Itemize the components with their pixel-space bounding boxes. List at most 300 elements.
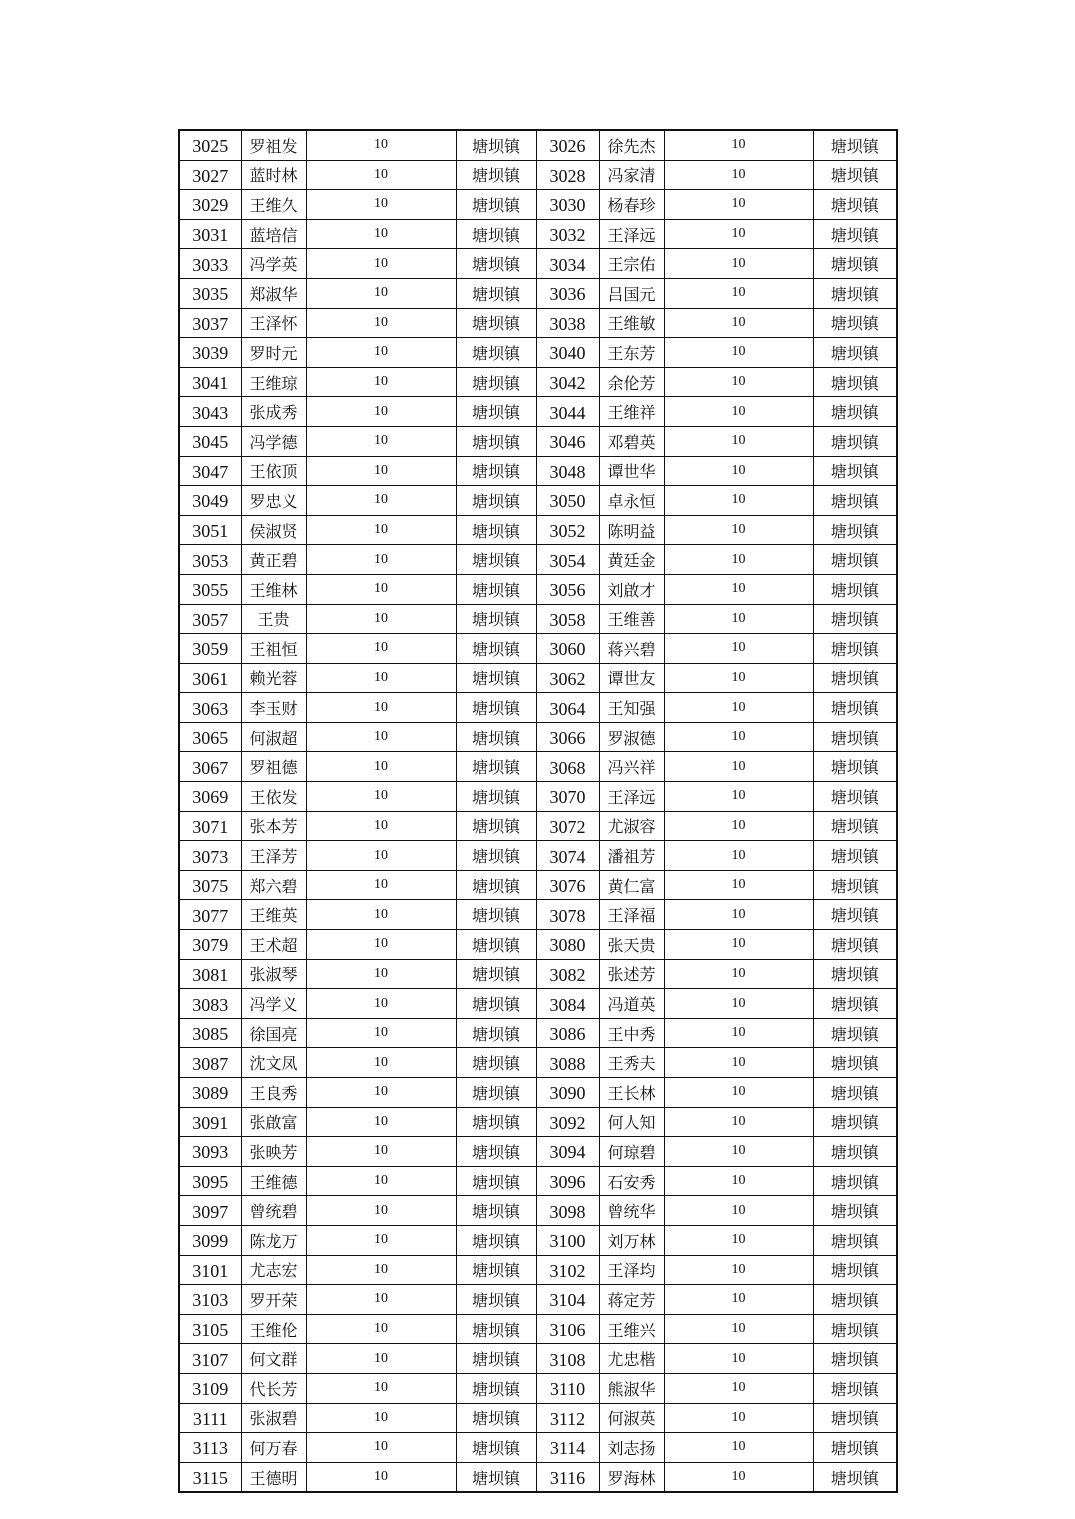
person-name-cell: 何人知 <box>599 1107 664 1137</box>
table-row <box>179 1403 897 1433</box>
record-id-cell: 3044 <box>536 397 599 427</box>
person-name-cell: 刘万林 <box>599 1225 664 1255</box>
town-cell: 塘坝镇 <box>813 338 897 368</box>
record-id-cell: 3065 <box>179 722 241 752</box>
table-row <box>179 1048 897 1078</box>
amount-cell: 10 <box>664 752 813 782</box>
town-cell: 塘坝镇 <box>456 752 536 782</box>
person-name-cell: 何淑超 <box>241 722 306 752</box>
town-cell: 塘坝镇 <box>813 1225 897 1255</box>
town-cell: 塘坝镇 <box>456 545 536 575</box>
table-row <box>179 130 897 160</box>
record-id-cell: 3082 <box>536 959 599 989</box>
person-name-cell: 王泽远 <box>599 219 664 249</box>
table-row <box>179 486 897 516</box>
person-name-cell: 赖光蓉 <box>241 663 306 693</box>
town-cell: 塘坝镇 <box>456 1018 536 1048</box>
record-id-cell: 3039 <box>179 338 241 368</box>
person-name-cell: 杨春珍 <box>599 190 664 220</box>
amount-cell: 10 <box>664 959 813 989</box>
record-id-cell: 3102 <box>536 1255 599 1285</box>
town-cell: 塘坝镇 <box>813 989 897 1019</box>
table-row <box>179 1462 897 1492</box>
amount-cell: 10 <box>664 1285 813 1315</box>
record-id-cell: 3084 <box>536 989 599 1019</box>
person-name-cell: 王维祥 <box>599 397 664 427</box>
record-id-cell: 3054 <box>536 545 599 575</box>
town-cell: 塘坝镇 <box>456 397 536 427</box>
town-cell: 塘坝镇 <box>456 693 536 723</box>
record-id-cell: 3052 <box>536 515 599 545</box>
person-name-cell: 张啟富 <box>241 1107 306 1137</box>
amount-cell: 10 <box>664 900 813 930</box>
person-name-cell: 黄正碧 <box>241 545 306 575</box>
person-name-cell: 王泽怀 <box>241 308 306 338</box>
amount-cell: 10 <box>664 1462 813 1492</box>
town-cell: 塘坝镇 <box>813 426 897 456</box>
town-cell: 塘坝镇 <box>456 989 536 1019</box>
amount-cell: 10 <box>664 545 813 575</box>
person-name-cell: 沈文凤 <box>241 1048 306 1078</box>
amount-cell: 10 <box>664 515 813 545</box>
table-row <box>179 959 897 989</box>
table-row <box>179 160 897 190</box>
town-cell: 塘坝镇 <box>813 1344 897 1374</box>
record-id-cell: 3034 <box>536 249 599 279</box>
town-cell: 塘坝镇 <box>456 1433 536 1463</box>
record-id-cell: 3041 <box>179 367 241 397</box>
town-cell: 塘坝镇 <box>456 249 536 279</box>
record-id-cell: 3099 <box>179 1225 241 1255</box>
amount-cell: 10 <box>306 515 456 545</box>
amount-cell: 10 <box>306 1403 456 1433</box>
person-name-cell: 王东芳 <box>599 338 664 368</box>
amount-cell: 10 <box>306 959 456 989</box>
amount-cell: 10 <box>664 1225 813 1255</box>
record-id-cell: 3068 <box>536 752 599 782</box>
person-name-cell: 王维久 <box>241 190 306 220</box>
amount-cell: 10 <box>306 1344 456 1374</box>
person-name-cell: 余伦芳 <box>599 367 664 397</box>
table-row <box>179 989 897 1019</box>
town-cell: 塘坝镇 <box>813 1314 897 1344</box>
person-name-cell: 何琼碧 <box>599 1137 664 1167</box>
person-name-cell: 王术超 <box>241 930 306 960</box>
town-cell: 塘坝镇 <box>456 338 536 368</box>
amount-cell: 10 <box>306 811 456 841</box>
record-id-cell: 3095 <box>179 1166 241 1196</box>
town-cell: 塘坝镇 <box>813 367 897 397</box>
person-name-cell: 王泽福 <box>599 900 664 930</box>
town-cell: 塘坝镇 <box>456 456 536 486</box>
person-name-cell: 郑六碧 <box>241 870 306 900</box>
town-cell: 塘坝镇 <box>456 515 536 545</box>
person-name-cell: 尤志宏 <box>241 1255 306 1285</box>
town-cell: 塘坝镇 <box>456 722 536 752</box>
person-name-cell: 张述芳 <box>599 959 664 989</box>
town-cell: 塘坝镇 <box>813 930 897 960</box>
person-name-cell: 王良秀 <box>241 1078 306 1108</box>
town-cell: 塘坝镇 <box>456 1196 536 1226</box>
town-cell: 塘坝镇 <box>456 900 536 930</box>
amount-cell: 10 <box>664 219 813 249</box>
town-cell: 塘坝镇 <box>813 545 897 575</box>
amount-cell: 10 <box>306 1018 456 1048</box>
table-row <box>179 663 897 693</box>
amount-cell: 10 <box>306 190 456 220</box>
town-cell: 塘坝镇 <box>456 1225 536 1255</box>
amount-cell: 10 <box>306 456 456 486</box>
record-id-cell: 3076 <box>536 870 599 900</box>
town-cell: 塘坝镇 <box>813 1166 897 1196</box>
town-cell: 塘坝镇 <box>456 870 536 900</box>
person-name-cell: 刘啟才 <box>599 574 664 604</box>
record-id-cell: 3092 <box>536 1107 599 1137</box>
person-name-cell: 罗海林 <box>599 1462 664 1492</box>
record-id-cell: 3045 <box>179 426 241 456</box>
record-id-cell: 3059 <box>179 634 241 664</box>
amount-cell: 10 <box>664 782 813 812</box>
record-id-cell: 3067 <box>179 752 241 782</box>
person-name-cell: 熊淑华 <box>599 1373 664 1403</box>
record-id-cell: 3026 <box>536 130 599 160</box>
town-cell: 塘坝镇 <box>813 160 897 190</box>
person-name-cell: 张天贵 <box>599 930 664 960</box>
town-cell: 塘坝镇 <box>456 1107 536 1137</box>
amount-cell: 10 <box>664 1078 813 1108</box>
record-id-cell: 3069 <box>179 782 241 812</box>
person-name-cell: 黄仁富 <box>599 870 664 900</box>
amount-cell: 10 <box>664 634 813 664</box>
town-cell: 塘坝镇 <box>813 1403 897 1433</box>
record-id-cell: 3066 <box>536 722 599 752</box>
record-id-cell: 3075 <box>179 870 241 900</box>
record-id-cell: 3077 <box>179 900 241 930</box>
amount-cell: 10 <box>306 1225 456 1255</box>
record-id-cell: 3056 <box>536 574 599 604</box>
person-name-cell: 冯道英 <box>599 989 664 1019</box>
amount-cell: 10 <box>664 1137 813 1167</box>
town-cell: 塘坝镇 <box>813 278 897 308</box>
amount-cell: 10 <box>306 1196 456 1226</box>
amount-cell: 10 <box>306 1078 456 1108</box>
person-name-cell: 罗时元 <box>241 338 306 368</box>
amount-cell: 10 <box>664 1433 813 1463</box>
amount-cell: 10 <box>306 841 456 871</box>
person-name-cell: 郑淑华 <box>241 278 306 308</box>
amount-cell: 10 <box>306 249 456 279</box>
amount-cell: 10 <box>664 1255 813 1285</box>
record-id-cell: 3072 <box>536 811 599 841</box>
table-row <box>179 900 897 930</box>
town-cell: 塘坝镇 <box>813 900 897 930</box>
amount-cell: 10 <box>306 930 456 960</box>
person-name-cell: 王宗佑 <box>599 249 664 279</box>
person-name-cell: 蓝培信 <box>241 219 306 249</box>
town-cell: 塘坝镇 <box>813 634 897 664</box>
person-name-cell: 王中秀 <box>599 1018 664 1048</box>
amount-cell: 10 <box>664 308 813 338</box>
amount-cell: 10 <box>664 486 813 516</box>
town-cell: 塘坝镇 <box>813 782 897 812</box>
table-row <box>179 367 897 397</box>
amount-cell: 10 <box>664 397 813 427</box>
table-row <box>179 456 897 486</box>
amount-cell: 10 <box>664 870 813 900</box>
amount-cell: 10 <box>664 456 813 486</box>
person-name-cell: 罗祖德 <box>241 752 306 782</box>
town-cell: 塘坝镇 <box>813 870 897 900</box>
record-id-cell: 3097 <box>179 1196 241 1226</box>
amount-cell: 10 <box>306 634 456 664</box>
person-name-cell: 王知强 <box>599 693 664 723</box>
amount-cell: 10 <box>306 900 456 930</box>
record-id-cell: 3104 <box>536 1285 599 1315</box>
table-row <box>179 604 897 634</box>
town-cell: 塘坝镇 <box>813 190 897 220</box>
town-cell: 塘坝镇 <box>456 811 536 841</box>
roster-table-body <box>179 130 897 1492</box>
record-id-cell: 3088 <box>536 1048 599 1078</box>
amount-cell: 10 <box>306 782 456 812</box>
town-cell: 塘坝镇 <box>813 1255 897 1285</box>
amount-cell: 10 <box>306 486 456 516</box>
amount-cell: 10 <box>664 190 813 220</box>
town-cell: 塘坝镇 <box>813 752 897 782</box>
table-row <box>179 338 897 368</box>
record-id-cell: 3096 <box>536 1166 599 1196</box>
town-cell: 塘坝镇 <box>813 130 897 160</box>
record-id-cell: 3090 <box>536 1078 599 1108</box>
record-id-cell: 3062 <box>536 663 599 693</box>
record-id-cell: 3071 <box>179 811 241 841</box>
amount-cell: 10 <box>664 1373 813 1403</box>
town-cell: 塘坝镇 <box>813 1196 897 1226</box>
town-cell: 塘坝镇 <box>456 604 536 634</box>
person-name-cell: 王维林 <box>241 574 306 604</box>
person-name-cell: 王维英 <box>241 900 306 930</box>
town-cell: 塘坝镇 <box>456 426 536 456</box>
person-name-cell: 冯家清 <box>599 160 664 190</box>
person-name-cell: 李玉财 <box>241 693 306 723</box>
town-cell: 塘坝镇 <box>456 1314 536 1344</box>
amount-cell: 10 <box>306 278 456 308</box>
town-cell: 塘坝镇 <box>813 693 897 723</box>
person-name-cell: 张淑琴 <box>241 959 306 989</box>
table-row <box>179 693 897 723</box>
town-cell: 塘坝镇 <box>813 1018 897 1048</box>
table-row <box>179 308 897 338</box>
amount-cell: 10 <box>664 989 813 1019</box>
table-row <box>179 870 897 900</box>
table-row <box>179 278 897 308</box>
record-id-cell: 3058 <box>536 604 599 634</box>
table-row <box>179 752 897 782</box>
person-name-cell: 吕国元 <box>599 278 664 308</box>
record-id-cell: 3038 <box>536 308 599 338</box>
town-cell: 塘坝镇 <box>456 1255 536 1285</box>
amount-cell: 10 <box>664 1314 813 1344</box>
amount-cell: 10 <box>664 1018 813 1048</box>
record-id-cell: 3113 <box>179 1433 241 1463</box>
record-id-cell: 3083 <box>179 989 241 1019</box>
amount-cell: 10 <box>306 722 456 752</box>
person-name-cell: 王维伦 <box>241 1314 306 1344</box>
town-cell: 塘坝镇 <box>456 308 536 338</box>
person-name-cell: 侯淑贤 <box>241 515 306 545</box>
person-name-cell: 王长林 <box>599 1078 664 1108</box>
record-id-cell: 3087 <box>179 1048 241 1078</box>
amount-cell: 10 <box>306 338 456 368</box>
record-id-cell: 3100 <box>536 1225 599 1255</box>
town-cell: 塘坝镇 <box>813 249 897 279</box>
person-name-cell: 王泽芳 <box>241 841 306 871</box>
record-id-cell: 3107 <box>179 1344 241 1374</box>
record-id-cell: 3111 <box>179 1403 241 1433</box>
amount-cell: 10 <box>664 722 813 752</box>
person-name-cell: 冯学德 <box>241 426 306 456</box>
table-row <box>179 574 897 604</box>
person-name-cell: 王维善 <box>599 604 664 634</box>
town-cell: 塘坝镇 <box>813 604 897 634</box>
record-id-cell: 3080 <box>536 930 599 960</box>
person-name-cell: 张映芳 <box>241 1137 306 1167</box>
amount-cell: 10 <box>664 693 813 723</box>
person-name-cell: 代长芳 <box>241 1373 306 1403</box>
person-name-cell: 蒋兴碧 <box>599 634 664 664</box>
record-id-cell: 3081 <box>179 959 241 989</box>
town-cell: 塘坝镇 <box>456 1137 536 1167</box>
amount-cell: 10 <box>306 367 456 397</box>
amount-cell: 10 <box>664 811 813 841</box>
record-id-cell: 3079 <box>179 930 241 960</box>
person-name-cell: 王贵 <box>241 604 306 634</box>
table-row <box>179 1344 897 1374</box>
record-id-cell: 3043 <box>179 397 241 427</box>
person-name-cell: 王依发 <box>241 782 306 812</box>
town-cell: 塘坝镇 <box>813 1078 897 1108</box>
town-cell: 塘坝镇 <box>813 397 897 427</box>
person-name-cell: 黄廷金 <box>599 545 664 575</box>
town-cell: 塘坝镇 <box>456 1403 536 1433</box>
amount-cell: 10 <box>306 1314 456 1344</box>
record-id-cell: 3025 <box>179 130 241 160</box>
person-name-cell: 尤忠楷 <box>599 1344 664 1374</box>
town-cell: 塘坝镇 <box>456 634 536 664</box>
amount-cell: 10 <box>664 1107 813 1137</box>
amount-cell: 10 <box>664 1344 813 1374</box>
record-id-cell: 3112 <box>536 1403 599 1433</box>
table-row <box>179 1078 897 1108</box>
town-cell: 塘坝镇 <box>456 574 536 604</box>
table-row <box>179 722 897 752</box>
person-name-cell: 潘祖芳 <box>599 841 664 871</box>
table-row <box>179 1285 897 1315</box>
amount-cell: 10 <box>306 989 456 1019</box>
person-name-cell: 张本芳 <box>241 811 306 841</box>
amount-cell: 10 <box>306 693 456 723</box>
amount-cell: 10 <box>306 1373 456 1403</box>
table-row <box>179 1225 897 1255</box>
roster-table <box>178 129 898 1493</box>
table-row <box>179 515 897 545</box>
town-cell: 塘坝镇 <box>813 1048 897 1078</box>
town-cell: 塘坝镇 <box>456 219 536 249</box>
amount-cell: 10 <box>664 160 813 190</box>
record-id-cell: 3105 <box>179 1314 241 1344</box>
table-row <box>179 1255 897 1285</box>
record-id-cell: 3049 <box>179 486 241 516</box>
person-name-cell: 石安秀 <box>599 1166 664 1196</box>
person-name-cell: 罗祖发 <box>241 130 306 160</box>
record-id-cell: 3091 <box>179 1107 241 1137</box>
person-name-cell: 曾统碧 <box>241 1196 306 1226</box>
amount-cell: 10 <box>306 1166 456 1196</box>
table-row <box>179 397 897 427</box>
town-cell: 塘坝镇 <box>456 1373 536 1403</box>
person-name-cell: 王德明 <box>241 1462 306 1492</box>
table-row <box>179 930 897 960</box>
town-cell: 塘坝镇 <box>456 1078 536 1108</box>
record-id-cell: 3027 <box>179 160 241 190</box>
amount-cell: 10 <box>664 1166 813 1196</box>
town-cell: 塘坝镇 <box>813 308 897 338</box>
table-row <box>179 811 897 841</box>
table-row <box>179 634 897 664</box>
person-name-cell: 王维琼 <box>241 367 306 397</box>
town-cell: 塘坝镇 <box>456 841 536 871</box>
town-cell: 塘坝镇 <box>456 190 536 220</box>
amount-cell: 10 <box>306 1255 456 1285</box>
amount-cell: 10 <box>306 870 456 900</box>
record-id-cell: 3032 <box>536 219 599 249</box>
town-cell: 塘坝镇 <box>813 1373 897 1403</box>
amount-cell: 10 <box>306 545 456 575</box>
record-id-cell: 3057 <box>179 604 241 634</box>
person-name-cell: 邓碧英 <box>599 426 664 456</box>
record-id-cell: 3103 <box>179 1285 241 1315</box>
person-name-cell: 何文群 <box>241 1344 306 1374</box>
person-name-cell: 谭世华 <box>599 456 664 486</box>
town-cell: 塘坝镇 <box>456 1048 536 1078</box>
table-row <box>179 1433 897 1463</box>
amount-cell: 10 <box>664 367 813 397</box>
town-cell: 塘坝镇 <box>813 515 897 545</box>
table-row <box>179 249 897 279</box>
table-row <box>179 219 897 249</box>
record-id-cell: 3106 <box>536 1314 599 1344</box>
person-name-cell: 王祖恒 <box>241 634 306 664</box>
town-cell: 塘坝镇 <box>813 1285 897 1315</box>
record-id-cell: 3116 <box>536 1462 599 1492</box>
record-id-cell: 3108 <box>536 1344 599 1374</box>
table-row <box>179 841 897 871</box>
person-name-cell: 王泽均 <box>599 1255 664 1285</box>
record-id-cell: 3078 <box>536 900 599 930</box>
record-id-cell: 3061 <box>179 663 241 693</box>
table-row <box>179 1314 897 1344</box>
person-name-cell: 陈明益 <box>599 515 664 545</box>
table-row <box>179 426 897 456</box>
record-id-cell: 3094 <box>536 1137 599 1167</box>
amount-cell: 10 <box>664 130 813 160</box>
person-name-cell: 罗淑德 <box>599 722 664 752</box>
table-row <box>179 1196 897 1226</box>
amount-cell: 10 <box>664 1048 813 1078</box>
person-name-cell: 王维德 <box>241 1166 306 1196</box>
amount-cell: 10 <box>306 1433 456 1463</box>
amount-cell: 10 <box>306 752 456 782</box>
